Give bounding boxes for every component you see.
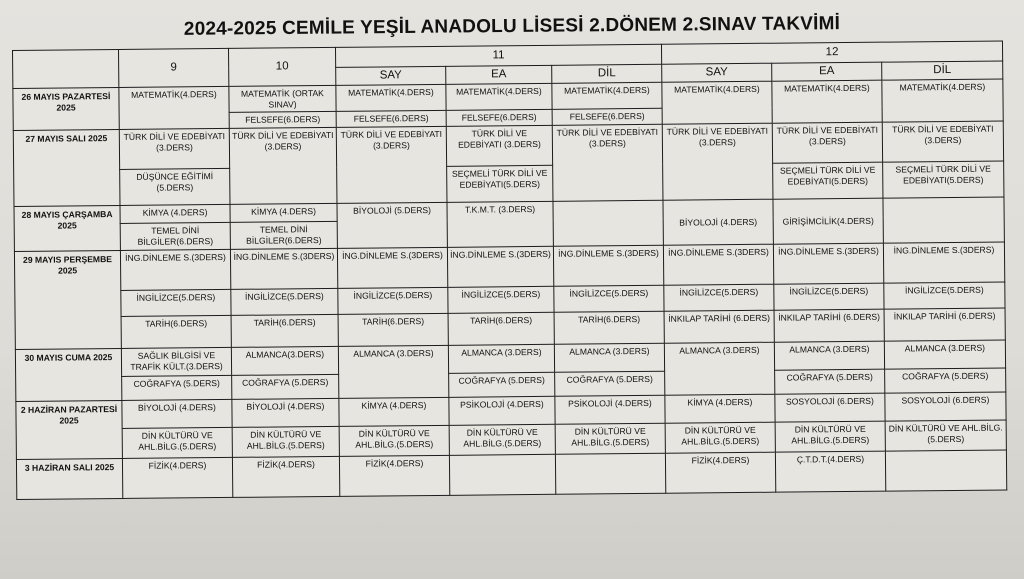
exam-cell: TARİH(6.DERS): [448, 312, 554, 345]
exam-cell: ALMANCA (3.DERS): [448, 344, 554, 373]
exam-cell: TÜRK DİLİ VE EDEBİYATI (3.DERS): [446, 126, 552, 167]
exam-cell: SAĞLIK BİLGİSİ VE TRAFİK KÜLT.(3.DERS): [121, 347, 231, 376]
exam-cell: KİMYA (4.DERS): [120, 205, 230, 224]
exam-cell: DİN KÜLTÜRÜ VE AHL.BİLG.(5.DERS): [885, 420, 1006, 451]
exam-cell: İNGİLİZCE(5.DERS): [664, 284, 774, 311]
exam-cell: TÜRK DİLİ VE EDEBİYATI (3.DERS): [772, 122, 882, 163]
exam-cell: ALMANCA (3.DERS): [554, 343, 664, 372]
g12-ea-header: EA: [772, 62, 882, 81]
exam-cell: TARİH(6.DERS): [338, 313, 448, 346]
exam-cell: MATEMATİK(4.DERS): [336, 84, 446, 111]
exam-cell: DİN KÜLTÜRÜ VE AHL.BİLG.(5.DERS): [775, 421, 885, 452]
exam-cell: TEMEL DİNİ BİLGİLER(6.DERS): [230, 222, 337, 249]
exam-cell: COĞRAFYA (5.DERS): [122, 375, 232, 400]
exam-cell: SOSYOLOJİ (6.DERS): [885, 392, 1006, 421]
exam-cell: İNKILAP TARİHİ (6.DERS): [884, 308, 1005, 341]
exam-cell: ALMANCA (3.DERS): [664, 342, 774, 395]
exam-cell: FİZİK(4.DERS): [232, 456, 339, 497]
exam-cell: FELSEFE(6.DERS): [446, 110, 552, 127]
g11-ea-header: EA: [446, 65, 552, 84]
exam-cell: KİMYA (4.DERS): [230, 204, 337, 223]
exam-cell: FELSEFE(6.DERS): [552, 109, 662, 126]
grade-10-header: 10: [228, 47, 335, 86]
exam-cell: İNG.DİNLEME S.(3DERS): [230, 248, 337, 289]
exam-cell: İNGİLİZCE(5.DERS): [338, 287, 448, 314]
exam-cell: FİZİK(4.DERS): [122, 457, 232, 498]
exam-cell: SEÇMELİ TÜRK DİLİ VE EDEBİYATI(5.DERS): [773, 162, 883, 199]
exam-cell: [883, 197, 1004, 243]
exam-cell: MATEMATİK(4.DERS): [882, 79, 1003, 123]
exam-cell: COĞRAFYA (5.DERS): [775, 369, 885, 394]
date-cell: 26 MAYIS PAZARTESİ 2025: [13, 87, 119, 130]
exam-cell: TARİH(6.DERS): [554, 311, 664, 344]
exam-cell: [555, 453, 665, 494]
exam-cell: DİN KÜLTÜRÜ VE AHL.BİLG.(5.DERS): [232, 426, 339, 457]
exam-cell: PSİKOLOJİ (4.DERS): [449, 396, 555, 425]
exam-schedule-table: [12, 40, 1007, 499]
exam-cell: DİN KÜLTÜRÜ VE AHL.BİLG.(5.DERS): [665, 422, 775, 453]
exam-cell: TÜRK DİLİ VE EDEBİYATI (3.DERS): [662, 123, 773, 200]
exam-cell: İNKILAP TARİHİ (6.DERS): [664, 310, 774, 343]
exam-cell: İNKILAP TARİHİ (6.DERS): [774, 309, 884, 342]
date-cell: 27 MAYIS SALI 2025: [13, 130, 120, 207]
date-cell: 29 MAYIS PERŞEMBE 2025: [14, 250, 121, 349]
exam-cell: FİZİK(4.DERS): [339, 455, 449, 496]
exam-cell: SOSYOLOJİ (6.DERS): [775, 393, 885, 422]
exam-cell: BİYOLOJİ (5.DERS): [337, 203, 447, 248]
exam-cell: İNGİLİZCE(5.DERS): [448, 286, 554, 313]
exam-cell: MATEMATİK (ORTAK SINAV): [229, 85, 336, 112]
exam-cell: TARİH(6.DERS): [231, 314, 338, 347]
exam-cell: SEÇMELİ TÜRK DİLİ VE EDEBİYATI(5.DERS): [883, 161, 1004, 198]
exam-cell: TÜRK DİLİ VE EDEBİYATI (3.DERS): [882, 121, 1003, 162]
exam-cell: COĞRAFYA (5.DERS): [232, 374, 339, 399]
exam-cell: COĞRAFYA (5.DERS): [885, 368, 1006, 393]
exam-cell: İNG.DİNLEME S.(3DERS): [883, 242, 1004, 283]
exam-cell: MATEMATİK(4.DERS): [552, 82, 662, 109]
g11-dil-header: DİL: [552, 64, 662, 83]
exam-cell: TÜRK DİLİ VE EDEBİYATI (3.DERS): [229, 128, 337, 205]
exam-cell: İNG.DİNLEME S.(3DERS): [663, 244, 773, 285]
g11-say-header: SAY: [336, 66, 446, 85]
exam-cell: İNG.DİNLEME S.(3DERS): [773, 243, 883, 284]
exam-cell: COĞRAFYA (5.DERS): [449, 372, 555, 397]
exam-cell: BİYOLOJİ (4.DERS): [663, 199, 773, 244]
exam-cell: İNG.DİNLEME S.(3DERS): [120, 249, 230, 290]
date-cell: 30 MAYIS CUMA 2025: [15, 348, 121, 401]
exam-cell: DÜŞÜNCE EĞİTİMİ (5.DERS): [120, 169, 230, 206]
exam-cell: [885, 450, 1006, 491]
exam-cell: COĞRAFYA (5.DERS): [555, 371, 665, 396]
date-cell: 2 HAZİRAN PAZARTESİ 2025: [16, 400, 123, 459]
schedule-table-wrapper: [12, 40, 1012, 499]
exam-cell: PSİKOLOJİ (4.DERS): [555, 395, 665, 424]
exam-cell: GİRİŞİMCİLİK(4.DERS): [773, 198, 883, 243]
exam-cell: BİYOLOJİ (4.DERS): [232, 398, 339, 427]
page-title: 2024-2025 CEMİLE YEŞİL ANADOLU LİSESİ 2.DÖNEM 2.SINAV TAKVİMİ: [183, 13, 841, 40]
exam-cell: TÜRK DİLİ VE EDEBİYATI (3.DERS): [336, 127, 447, 204]
exam-cell: TÜRK DİLİ VE EDEBİYATI (3.DERS): [552, 125, 663, 202]
exam-cell: İNGİLİZCE(5.DERS): [231, 288, 338, 315]
exam-cell: İNGİLİZCE(5.DERS): [884, 282, 1005, 309]
exam-cell: İNG.DİNLEME S.(3DERS): [337, 247, 447, 288]
exam-cell: KİMYA (4.DERS): [339, 397, 449, 426]
exam-cell: ALMANCA (3.DERS): [884, 340, 1005, 369]
exam-cell: Ç.T.D.T.(4.DERS): [775, 451, 885, 492]
exam-cell: FİZİK(4.DERS): [665, 452, 775, 493]
grade-9-header: 9: [118, 48, 228, 87]
grade-11-header: 11: [335, 44, 661, 67]
exam-cell: İNGİLİZCE(5.DERS): [554, 285, 664, 312]
exam-cell: DİN KÜLTÜRÜ VE AHL.BİLG.(5.DERS): [122, 427, 232, 458]
exam-cell: FELSEFE(6.DERS): [229, 112, 336, 129]
corner-cell: [13, 49, 119, 88]
exam-cell: T.K.M.T. (3.DERS): [447, 202, 553, 247]
exam-cell: [553, 201, 663, 246]
date-cell: 3 HAZİRAN SALI 2025: [16, 458, 122, 499]
exam-cell: BİYOLOJİ (4.DERS): [122, 399, 232, 428]
exam-cell: SEÇMELİ TÜRK DİLİ VE EDEBİYATI(5.DERS): [447, 166, 553, 203]
exam-cell: KİMYA (4.DERS): [665, 394, 775, 423]
exam-cell: MATEMATİK(4.DERS): [446, 83, 552, 110]
g12-say-header: SAY: [662, 63, 772, 82]
exam-cell: TARİH(6.DERS): [121, 315, 231, 348]
g12-dil-header: DİL: [882, 61, 1003, 80]
exam-cell: İNGİLİZCE(5.DERS): [121, 289, 231, 316]
exam-cell: FELSEFE(6.DERS): [336, 111, 446, 128]
exam-cell: İNG.DİNLEME S.(3DERS): [447, 246, 553, 287]
exam-cell: İNGİLİZCE(5.DERS): [774, 283, 884, 310]
exam-cell: DİN KÜLTÜRÜ VE AHL.BİLG.(5.DERS): [449, 424, 555, 455]
exam-cell: İNG.DİNLEME S.(3DERS): [553, 245, 663, 286]
exam-cell: TEMEL DİNİ BİLGİLER(6.DERS): [120, 223, 230, 250]
exam-cell: [449, 454, 555, 495]
exam-cell: DİN KÜLTÜRÜ VE AHL.BİLG.(5.DERS): [339, 425, 449, 456]
exam-cell: MATEMATİK(4.DERS): [662, 81, 772, 124]
exam-cell: ALMANCA (3.DERS): [774, 341, 884, 370]
exam-cell: MATEMATİK(4.DERS): [772, 80, 882, 123]
date-cell: 28 MAYIS ÇARŞAMBA 2025: [14, 206, 120, 251]
grade-12-header: 12: [661, 41, 1002, 64]
exam-cell: ALMANCA (3.DERS): [338, 345, 448, 398]
exam-cell: MATEMATİK(4.DERS): [119, 86, 229, 129]
exam-cell: ALMANCA(3.DERS): [231, 346, 338, 375]
table-row: [16, 450, 1006, 500]
exam-cell: DİN KÜLTÜRÜ VE AHL.BİLG.(5.DERS): [555, 423, 665, 454]
exam-cell: TÜRK DİLİ VE EDEBİYATI (3.DERS): [119, 129, 229, 170]
